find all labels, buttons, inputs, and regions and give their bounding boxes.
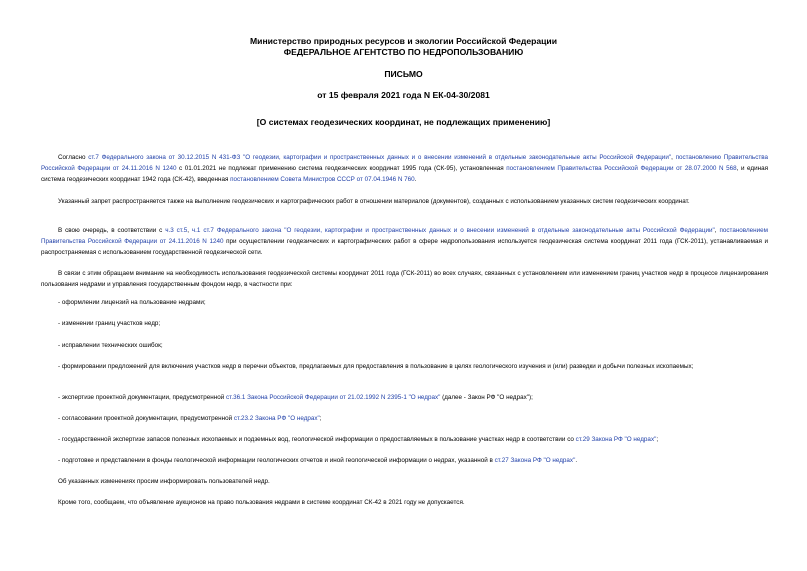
link-decree-568[interactable]: постановлением Правительства Российской Федерации от 28.07.2000 N 568 bbox=[506, 165, 737, 173]
list-item bbox=[41, 413, 768, 424]
text: с 01.01.2021 не подлежат применению система геодезических координат 1995 года (СК-95), установленная bbox=[176, 165, 507, 173]
text: ; bbox=[319, 415, 322, 422]
text: , bbox=[671, 154, 676, 161]
list-item bbox=[41, 434, 768, 445]
link-law-431[interactable]: ст.7 Федерального закона от 30.12.2015 N 431-ФЗ "О геодезии, картографии и пространственных данных и о внесении изменений в отдельные законодательные акты Российской Федерации" bbox=[88, 154, 672, 161]
link-decree-1240[interactable]: постановлением Правительства Российской Федерации от 24.11.2016 N 1240 bbox=[41, 227, 769, 246]
link-decree-1240[interactable]: постановлению Правительства Российской Федерации от 24.11.2016 N 1240 bbox=[41, 154, 769, 173]
document-subject: [О системах геодезических координат, не подлежащих применению] bbox=[256, 117, 551, 127]
text: - экспертизе проектной документации, предусмотренной bbox=[58, 394, 226, 401]
text: (далее - Закон РФ "О недрах"); bbox=[440, 394, 533, 401]
link-ussr-760[interactable]: постановлением Совета Министров СССР от 07.04.1946 N 760 bbox=[230, 176, 415, 184]
ministry-name: Министерство природных ресурсов и экологии Российской Федерации bbox=[250, 36, 557, 46]
text: - подготовке и представлении в фонды геологической информации геологических отчетов и иной геологической информации о недрах, указанной в bbox=[58, 457, 495, 464]
paragraph-6: Кроме того, сообщаем, что объявление аукционов на право пользования недрами в системе координат СК-42 в 2021 году не допускается. bbox=[58, 499, 465, 506]
link-art29[interactable]: ст.29 Закона РФ "О недрах" bbox=[575, 436, 657, 443]
text: - государственной экспертизе запасов полезных ископаемых и подземных вод, геологической информации о предоставляемых в пользование участках недр в соответствии со bbox=[58, 436, 576, 443]
link-art23-2[interactable]: ст.23.2 Закона РФ "О недрах" bbox=[233, 415, 320, 422]
text: , bbox=[187, 227, 192, 234]
text: В свою очередь, в соответствии с bbox=[58, 227, 166, 234]
agency-name: ФЕДЕРАЛЬНОЕ АГЕНТСТВО ПО НЕДРОПОЛЬЗОВАНИЮ bbox=[283, 47, 524, 57]
document-type: ПИСЬМО bbox=[384, 69, 423, 79]
paragraph-5: Об указанных изменениях просим информировать пользователей недр. bbox=[58, 478, 270, 485]
text: . bbox=[575, 457, 578, 464]
text: ; bbox=[656, 436, 659, 443]
link-part3-art5[interactable]: ч.3 ст.5 bbox=[165, 227, 188, 234]
document-date-number: от 15 февраля 2021 года N ЕК-04-30/2081 bbox=[317, 90, 490, 100]
list-item: - оформлении лицензий на пользование недрами; bbox=[58, 299, 206, 306]
list-item bbox=[41, 392, 768, 403]
list-item: - изменении границ участков недр; bbox=[58, 320, 161, 327]
text: , и единая система геодезических координат 1942 года (СК-42), введенная bbox=[41, 165, 768, 184]
paragraph-3 bbox=[41, 225, 768, 259]
text: - согласовании проектной документации, предусмотренной bbox=[58, 415, 234, 422]
paragraph-1 bbox=[41, 152, 768, 186]
text: , bbox=[714, 227, 720, 234]
paragraph-2: Указанный запрет распространяется также на выполнение геодезических и картографических работ в отношении материалов (документов), созданных с использованием указанных систем геодезических координат. bbox=[58, 198, 690, 205]
text: при осуществлении геодезических и картографических работ в сфере недропользования используется геодезическая система координат 2011 года (ГСК-2011), устанавливаемая и распространяемая с использованием государственной геодезической сети. bbox=[41, 238, 768, 257]
list-item: - формировании предложений для включения участков недр в перечни объектов, предлагаемых для предоставления в пользование в целях геологического изучения и (или) разведки и добычи полезных ископаемых; bbox=[58, 363, 694, 370]
link-part1-art7[interactable]: ч.1 ст.7 Федерального закона "О геодезии, картографии и пространственных данных и о внесении изменений в отдельные законодательные акты Российской Федерации" bbox=[191, 227, 715, 234]
link-art36-1[interactable]: ст.36.1 Закона Российской Федерации от 21.02.1992 N 2395-1 "О недрах" bbox=[225, 394, 441, 401]
list-item: - исправлении технических ошибок; bbox=[58, 342, 163, 349]
list-item bbox=[41, 455, 768, 466]
paragraph-4: В связи с этим обращаем внимание на необходимость использования геодезической системы координат 2011 года (ГСК-2011) во всех случаях, связанных с установлением или изменением границ участков недр в процессе лицензирования пользования недрами и управления государственным фондом недр, в частности при: bbox=[41, 270, 768, 289]
text: . bbox=[414, 176, 417, 184]
text: Согласно bbox=[58, 154, 89, 161]
link-art27[interactable]: ст.27 Закона РФ "О недрах" bbox=[494, 457, 576, 464]
